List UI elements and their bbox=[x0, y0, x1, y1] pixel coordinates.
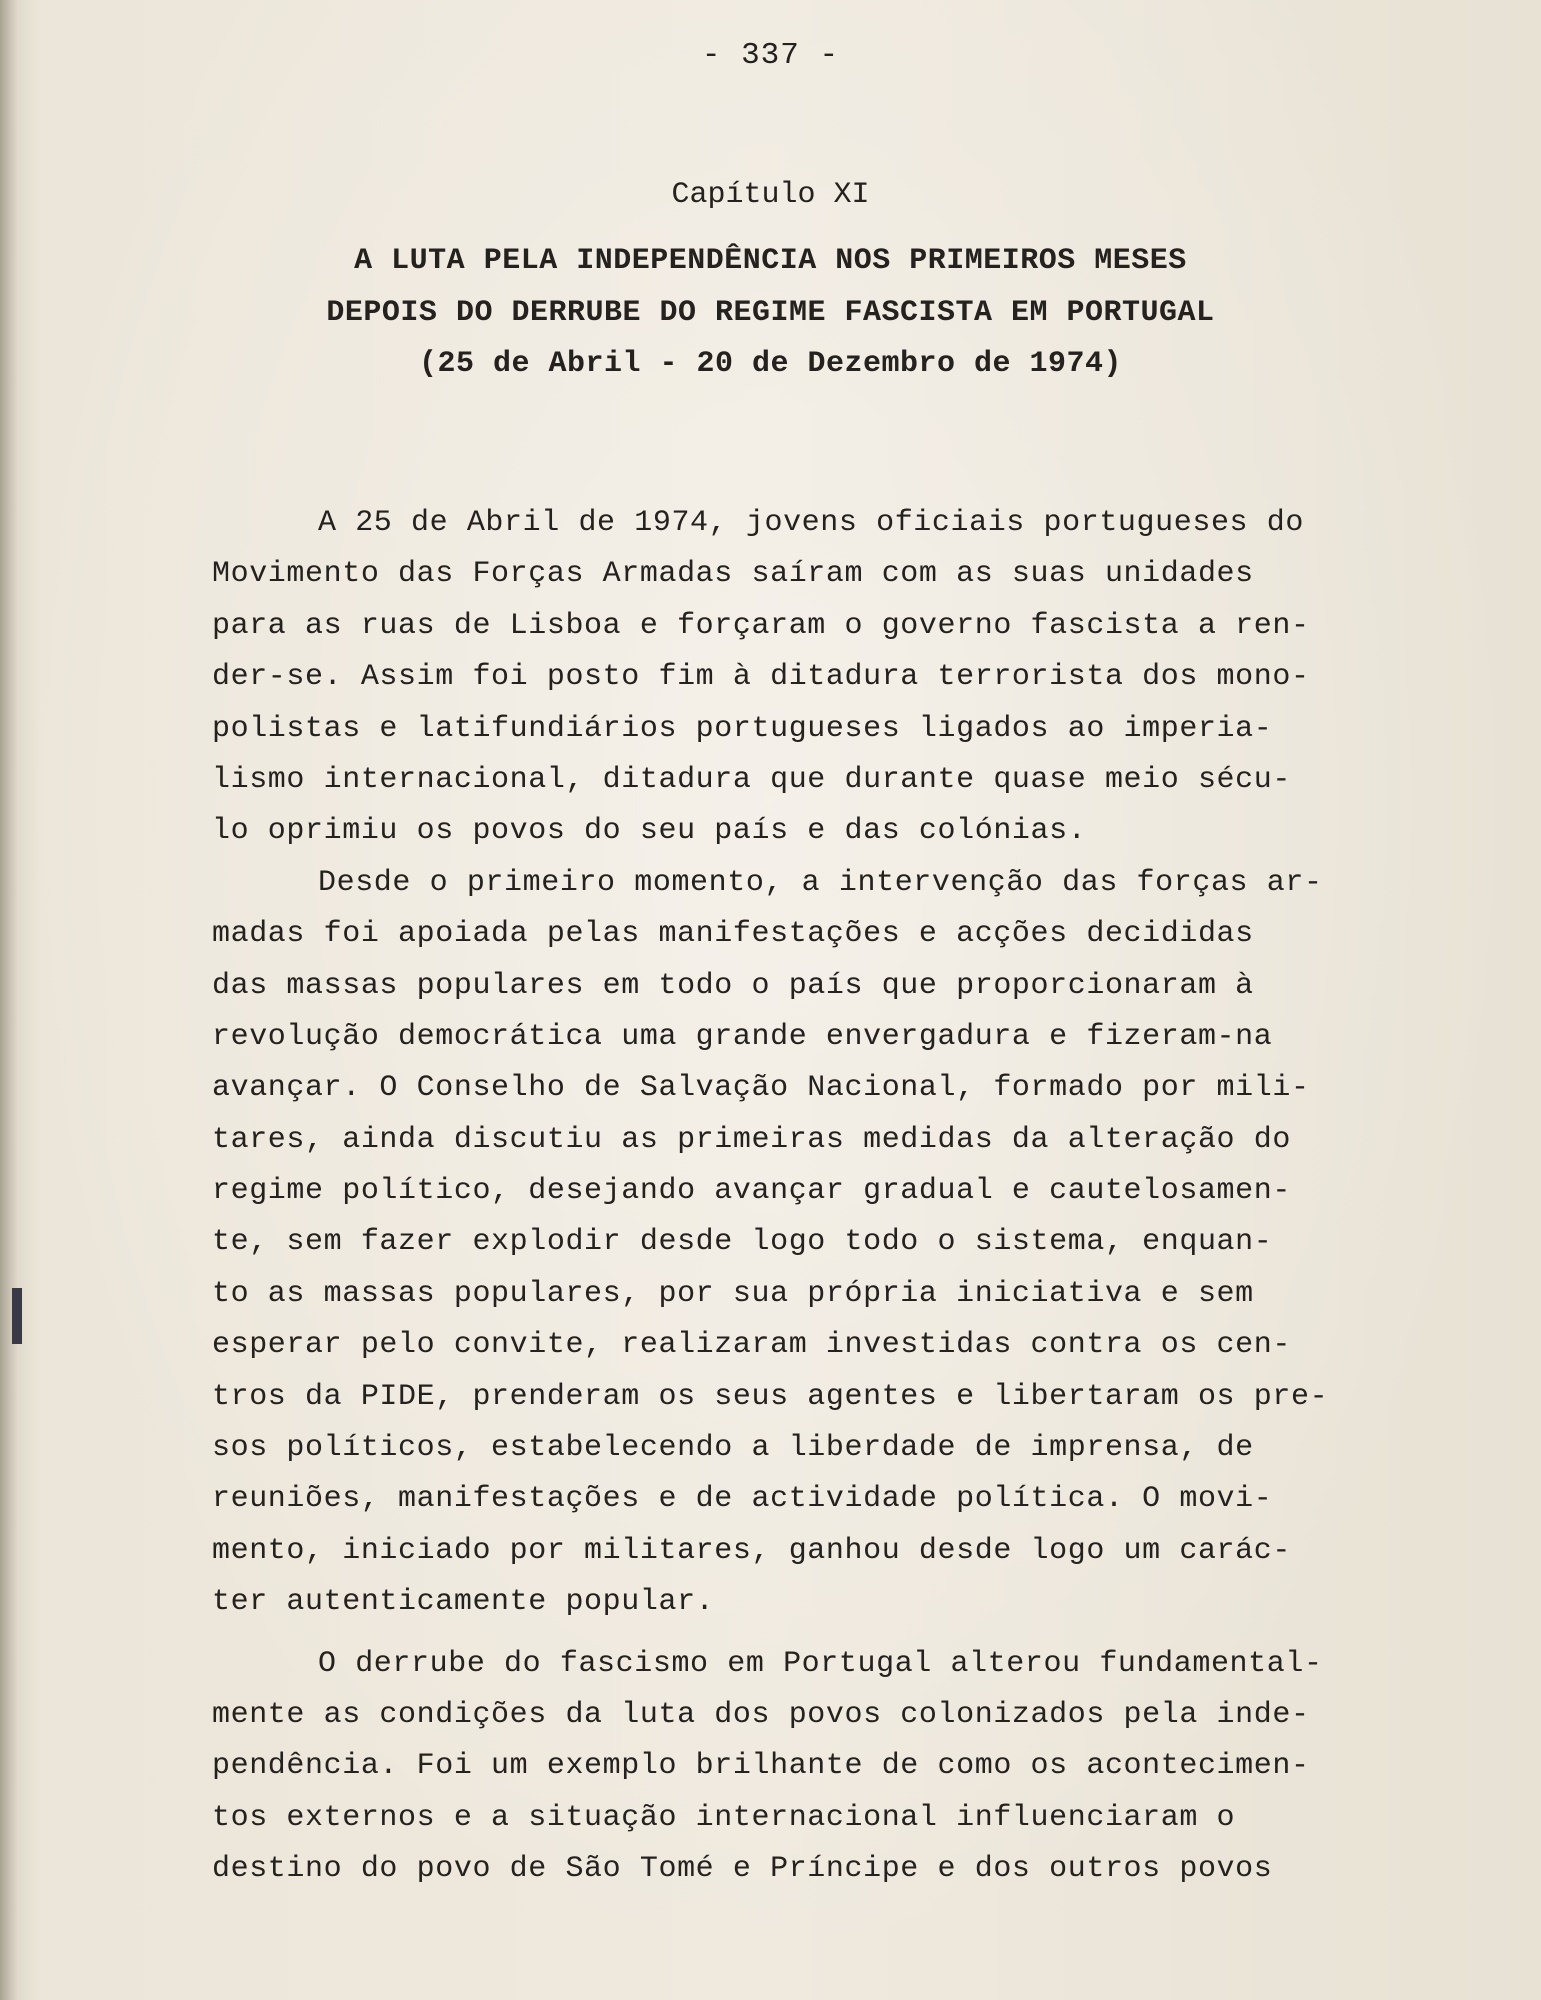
text-line: O derrube do fascismo em Portugal alterou fundamental- bbox=[318, 1646, 1323, 1681]
chapter-heading-line-1: A LUTA PELA INDEPENDÊNCIA NOS PRIMEIROS MESES bbox=[354, 244, 1187, 278]
text-line: para as ruas de Lisboa e forçaram o governo fascista a ren- bbox=[212, 608, 1310, 643]
text-line: sos políticos, estabelecendo a liberdade de imprensa, de bbox=[212, 1431, 1254, 1466]
text-line: mente as condições da luta dos povos colonizados pela inde- bbox=[212, 1697, 1310, 1732]
text-line: madas foi apoiada pelas manifestações e acções decididas bbox=[212, 917, 1254, 952]
text-line: polistas e latifundiários portugueses ligados ao imperia- bbox=[212, 711, 1273, 746]
text-line: pendência. Foi um exemplo brilhante de como os acontecimen- bbox=[212, 1749, 1310, 1784]
paragraph-gap bbox=[212, 1629, 1472, 1639]
text-line: Movimento das Forças Armadas saíram com as suas unidades bbox=[212, 557, 1254, 592]
text-line: der-se. Assim foi posto fim à ditadura terrorista dos mono- bbox=[212, 660, 1310, 695]
text-line: lo oprimiu os povos do seu país e das colónias. bbox=[212, 814, 1087, 849]
text-line: Desde o primeiro momento, a intervenção das forças ar- bbox=[318, 865, 1323, 900]
text-line: tares, ainda discutiu as primeiras medidas da alteração do bbox=[212, 1122, 1291, 1157]
body-text bbox=[212, 498, 1472, 1896]
text-line: esperar pelo convite, realizaram investidas contra os cen- bbox=[212, 1328, 1291, 1363]
text-line: A 25 de Abril de 1974, jovens oficiais portugueses do bbox=[318, 506, 1304, 540]
text-line: tros da PIDE, prenderam os seus agentes e libertaram os pre- bbox=[212, 1379, 1329, 1414]
page-number: - 337 - bbox=[701, 38, 840, 73]
text-line: ter autenticamente popular. bbox=[212, 1585, 715, 1620]
binding-mark bbox=[12, 1288, 22, 1344]
text-line: das massas populares em todo o país que proporcionaram à bbox=[212, 968, 1254, 1003]
text-line: to as massas populares, por sua própria iniciativa e sem bbox=[212, 1276, 1254, 1311]
text-line: lismo internacional, ditadura que durante quase meio sécu- bbox=[212, 762, 1291, 797]
text-line: avançar. O Conselho de Salvação Nacional, formado por mili- bbox=[212, 1071, 1310, 1106]
text-line: mento, iniciado por militares, ganhou desde logo um carác- bbox=[212, 1533, 1291, 1568]
text-line: te, sem fazer explodir desde logo todo o sistema, enquan- bbox=[212, 1225, 1273, 1260]
text-line: reuniões, manifestações e de actividade política. O movi- bbox=[212, 1482, 1273, 1517]
text-line: revolução democrática uma grande envergadura e fizeram-na bbox=[212, 1019, 1273, 1054]
text-line: regime político, desejando avançar gradual e cautelosamen- bbox=[212, 1174, 1291, 1209]
text-line: destino do povo de São Tomé e Príncipe e dos outros povos bbox=[212, 1852, 1273, 1887]
chapter-heading-line-3: (25 de Abril - 20 de Dezembro de 1974) bbox=[418, 347, 1123, 381]
chapter-title: Capítulo XI bbox=[671, 178, 870, 212]
chapter-heading-line-2: DEPOIS DO DERRUBE DO REGIME FASCISTA EM PORTUGAL bbox=[326, 296, 1215, 330]
text-line: tos externos e a situação internacional influenciaram o bbox=[212, 1800, 1236, 1835]
